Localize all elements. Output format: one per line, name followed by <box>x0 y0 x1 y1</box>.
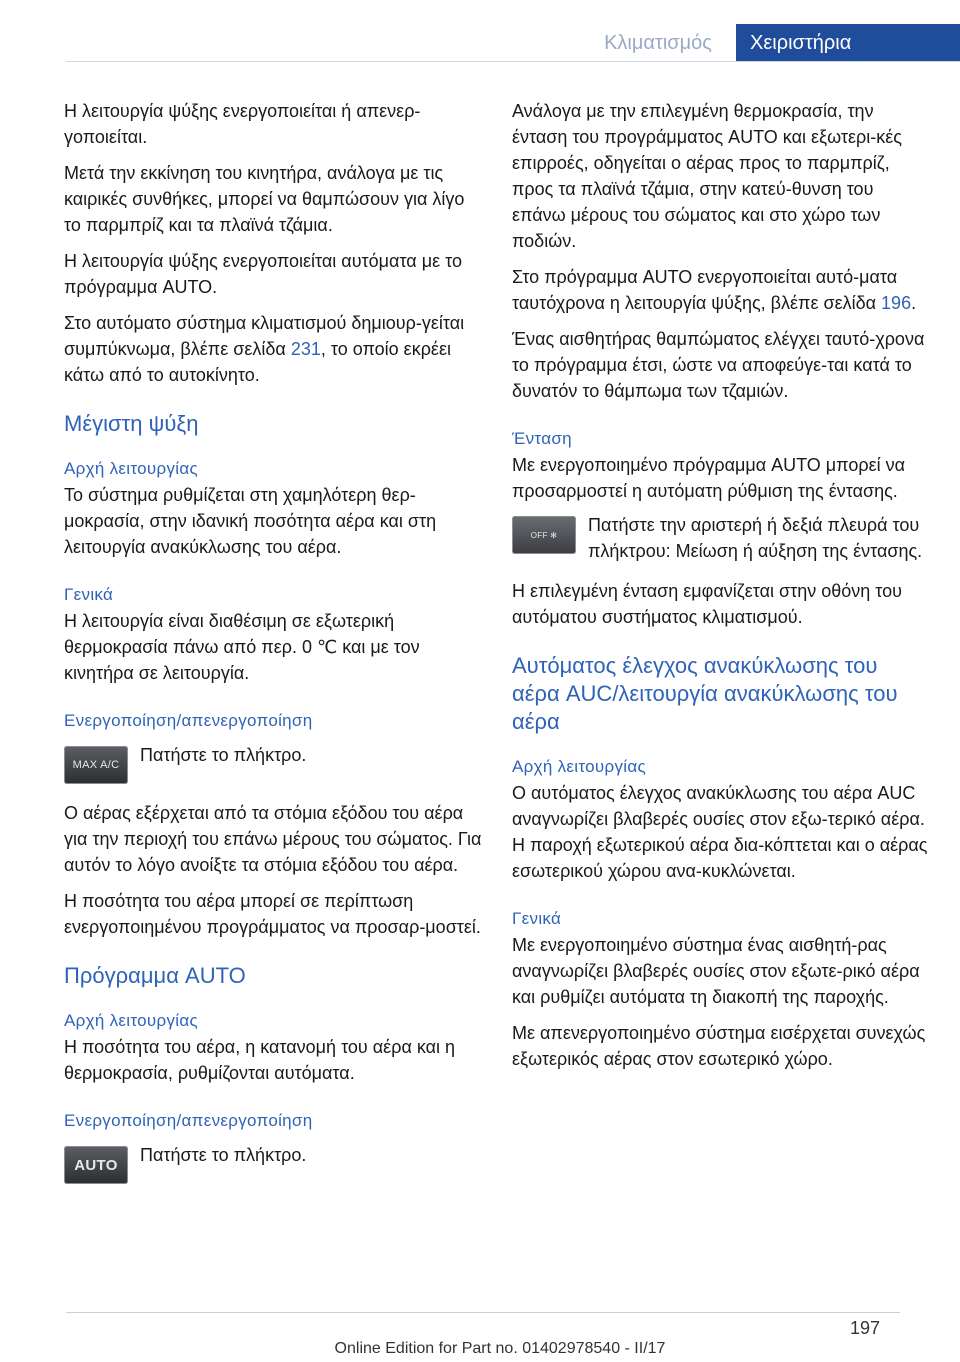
paragraph: Η λειτουργία ψύξης ενεργοποιείται αυτόματα με το πρόγραμμα AUTO. <box>64 251 462 297</box>
page-number: 197 <box>850 1318 881 1338</box>
paragraph: Η λειτουργία ψύξης ενεργοποιείται ή απενερ-γοποιείται. <box>64 101 421 147</box>
auto-button-label: AUTO <box>74 1156 118 1174</box>
paragraph: Με απενεργοποιημένο σύστημα εισέρχεται συνεχώς εξωτερικός αέρας στον εσωτερικό χώρο. <box>512 1023 926 1069</box>
page-link-196[interactable]: 196 <box>881 293 912 313</box>
paragraph: Ανάλογα με την επιλεγμένη θερμοκρασία, την ένταση του προγράμματος AUTO και εξωτερι-κές επιρροές, οδηγείται ο αέρας προς το παρμπρίζ, προς τα πλαϊνά τζάμια, στην κατεύ-θυνση του επάνω μέρους του σώματος και στο χώρο των ποδιών. <box>512 101 902 251</box>
paragraph: Το σύστημα ρυθμίζεται στη χαμηλότερη θερ-μοκρασία, στην ιδανική ποσότητα αέρα και στη λειτουργία ανακύκλωσης του αέρα. <box>64 485 437 557</box>
button-instruction <box>512 512 928 564</box>
paragraph: Πατήστε το πλήκτρο. <box>140 745 307 765</box>
paragraph-text: , το οποίο εκρέει κάτω από το αυτοκίνητο. <box>64 339 451 385</box>
page-link-231[interactable]: 231 <box>290 339 321 359</box>
subheading-intensity: Ένταση <box>512 429 572 448</box>
paragraph: Η ποσότητα του αέρα μπορεί σε περίπτωση ενεργοποιημένου προγράμματος να προσαρ-μοστεί. <box>64 891 481 937</box>
paragraph <box>512 264 928 316</box>
max-ac-button-image <box>64 746 128 784</box>
paragraph: Η ποσότητα του αέρα, η κατανομή του αέρα και η θερμοκρασία, ρυθμίζονται αυτόματα. <box>64 1037 456 1083</box>
paragraph: Μετά την εκκίνηση του κινητήρα, ανάλογα με τις καιρικές συνθήκες, μπορεί να θαμπώσουν για λίγο το παρμπρίζ και τα πλαϊνά τζάμια. <box>64 163 465 235</box>
auto-button-image <box>64 1146 128 1184</box>
button-instruction <box>64 742 484 784</box>
paragraph: Πατήστε το πλήκτρο. <box>140 1145 307 1165</box>
subheading-principle: Αρχή λειτουργίας <box>512 757 646 776</box>
paragraph-text: . <box>911 293 917 313</box>
section-tab[interactable]: Κλιματισμός <box>604 32 712 54</box>
section-heading-auto: Πρόγραμμα AUTO <box>64 963 246 988</box>
paragraph-text: Στο αυτόματο σύστημα κλιματισμού δημιουρ-γείται συμπύκνωμα, βλέπε σελίδα <box>64 313 465 359</box>
section-heading-max-cooling: Μέγιστη ψύξη <box>64 411 199 436</box>
paragraph: Με ενεργοποιημένο πρόγραμμα AUTO μπορεί να προσαρμοστεί η αυτόματη ρύθμιση της έντασης. <box>512 455 906 501</box>
subheading-principle: Αρχή λειτουργίας <box>64 459 198 478</box>
subheading-general: Γενικά <box>64 585 114 604</box>
subheading-toggle: Ενεργοποίηση/απενεργοποίηση <box>64 711 313 730</box>
paragraph: Με ενεργοποιημένο σύστημα ένας αισθητή-ρας αναγνωρίζει βλαβερές ουσίες στον εξωτε-ρικό αέρα και ρυθμίζει αυτόματα τη διακοπή της παροχής. <box>512 935 920 1007</box>
subheading-toggle: Ενεργοποίηση/απενεργοποίηση <box>64 1111 313 1130</box>
fan-intensity-button-image <box>512 516 576 554</box>
subheading-general: Γενικά <box>512 909 562 928</box>
paragraph: Η επιλεγμένη ένταση εμφανίζεται στην οθόνη του αυτόματου συστήματος κλιματισμού. <box>512 581 902 627</box>
button-instruction <box>64 1142 484 1184</box>
paragraph-text: Στο πρόγραμμα AUTO ενεργοποιείται αυτό-ματα ταυτόχρονα η λειτουργία ψύξης, βλέπε σελίδα <box>512 267 898 313</box>
left-column <box>64 98 484 1184</box>
subheading-principle: Αρχή λειτουργίας <box>64 1011 198 1030</box>
right-column <box>512 98 928 1072</box>
chapter-tab[interactable]: Χειριστήρια <box>736 24 960 62</box>
header-divider <box>66 61 960 62</box>
paragraph: Ο αυτόματος έλεγχος ανακύκλωσης του αέρα AUC αναγνωρίζει βλαβερές ουσίες στον εξω-τερικό αέρα. Η παροχή εξωτερικού αέρα δια-κόπτεται και ο αέρας εσωτερικού χώρου ανα-κυκλώνεται. <box>512 783 928 881</box>
paragraph: Πατήστε την αριστερή ή δεξιά πλευρά του πλήκτρου: Μείωση ή αύξηση της έντασης. <box>588 515 923 561</box>
paragraph: Η λειτουργία είναι διαθέσιμη σε εξωτερική θερμοκρασία πάνω από περ. 0 ℃ και με τον κινητήρα σε λειτουργία. <box>64 611 420 683</box>
paragraph: Ο αέρας εξέρχεται από τα στόμια εξόδου του αέρα για την περιοχή του επάνω μέρους του σώματος. Για αυτόν το λόγο ανοίξτε τα στόμια εξόδου του αέρα. <box>64 803 482 875</box>
paragraph: Ένας αισθητήρας θαμπώματος ελέγχει ταυτό-χρονα το πρόγραμμα έτσι, ώστε να αποφεύγε-ται κατά το δυνατόν το θάμπωμα των τζαμιών. <box>512 329 925 401</box>
paragraph <box>64 310 484 388</box>
footer-divider <box>66 1312 900 1313</box>
max-ac-button-label: MAX A/C <box>72 759 120 771</box>
section-heading-auc: Αυτόματος έλεγχος ανακύκλωσης του αέρα AUC/λειτουργία ανακύκλωσης του αέρα <box>512 653 898 734</box>
fan-button-label: OFF ✻ <box>530 530 558 540</box>
edition-note: Online Edition for Part no. 01402978540 - II/17 <box>334 1340 666 1357</box>
